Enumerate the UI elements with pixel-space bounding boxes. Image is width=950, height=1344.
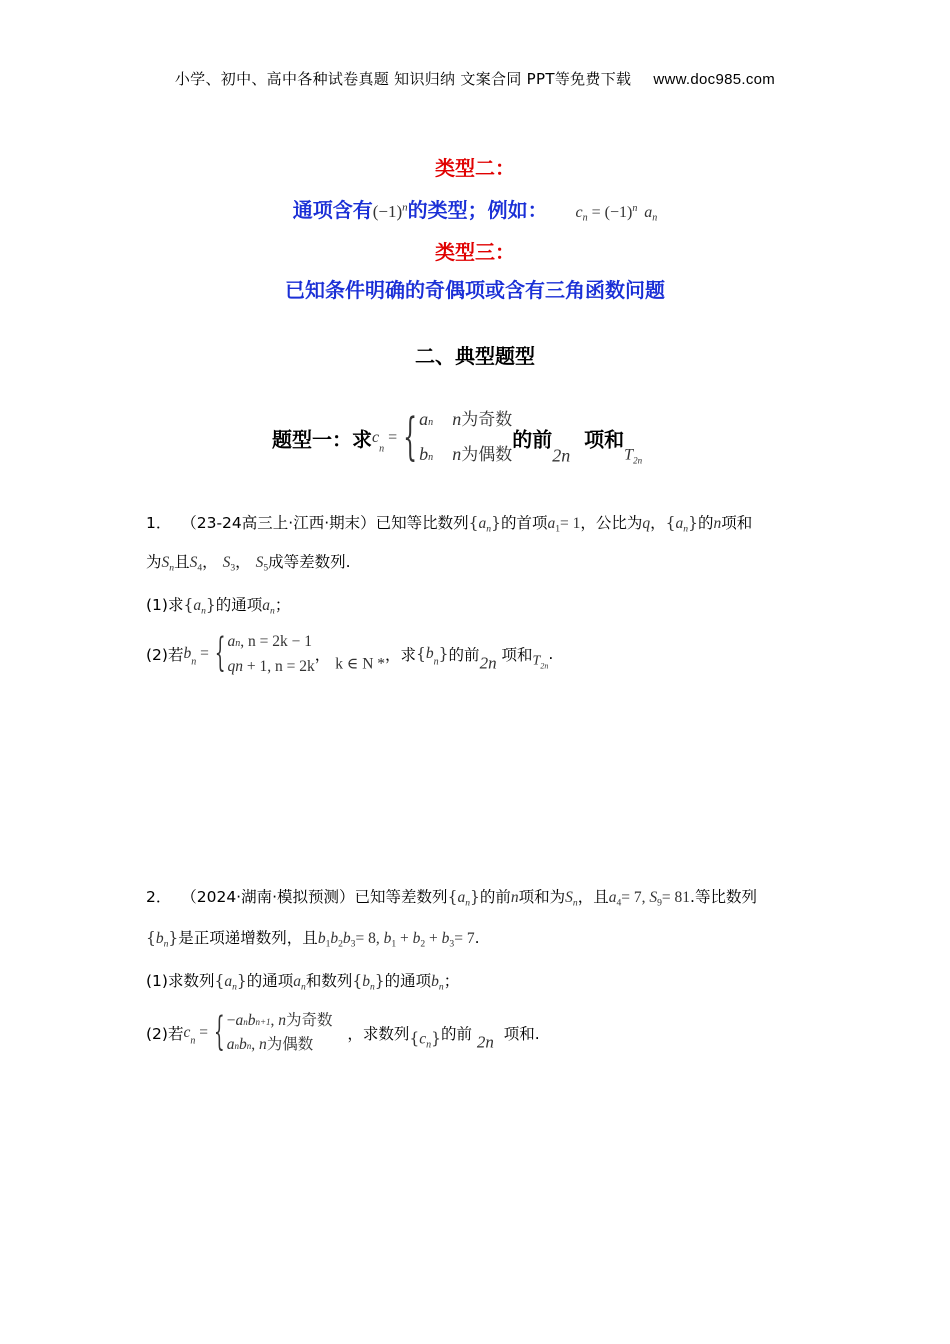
- type2-title: 类型二：: [435, 156, 515, 180]
- q2-line2: $\{b_n\}$是正项递增数列，且$b_1b_2b_3= 8$, $b_1 + b_2 + b_3= 7$.: [146, 929, 480, 950]
- type2-desc: 通项含有$(-1)^n$的类型；例如： $c_n = (-1)^n$ $a_n$: [292, 198, 658, 224]
- q1-line2: 为$S_n$且$S_4$， $S_3$， $S_5$成等差数列.: [146, 553, 351, 574]
- q2-part1: (1)求数列$\{a_n\}$的通项$a_n$和数列$\{b_n\}$的通项$b_n$；: [146, 972, 460, 993]
- q1-part1: (1)求$\{a_n\}$的通项$a_n$；: [146, 596, 291, 617]
- q1-part2: (2)若$b_n$ = { an, n = 2k − 1 qn + 1, n = 2k ， k ∈ N *，求$\{b_n\}$的前2n 项和$T_{2n}$.: [146, 631, 554, 677]
- q2-line1: 2． （2024·湖南·模拟预测）已知等差数列$\{a_n\}$的前n项和为$S_n$，且$a_4= 7$, $S_9= 81$.等比数列: [146, 888, 757, 909]
- type3-desc: 已知条件明确的奇偶项或含有三角函数问题: [285, 278, 665, 302]
- header-text: 小学、初中、高中各种试卷真题 知识归纳 文案合同 PPT等免费下载: [174, 70, 632, 88]
- header-site: www.doc985.com: [653, 71, 776, 88]
- page-header: [0, 68, 950, 89]
- section2-title: 二、典型题型: [415, 344, 535, 368]
- type3-title: 类型三：: [435, 240, 515, 264]
- q2-part2: (2)若$c_n$ = { −anbn+1, n为奇数 anbn, n为偶数 ，求数列$\{c_n\}$的前 2n 项和.: [146, 1010, 540, 1056]
- qtype1-heading: 题型一：求$c_n$ = { an n为奇数 bn n为偶数 的前2n 项和$_{T2n}$: [272, 409, 643, 467]
- q1-line1: 1． （23-24高三上·江西·期末）已知等比数列$\{a_n\}$的首项$a_1= 1$，公比为q，$\{a_n\}$的n项和: [146, 514, 753, 535]
